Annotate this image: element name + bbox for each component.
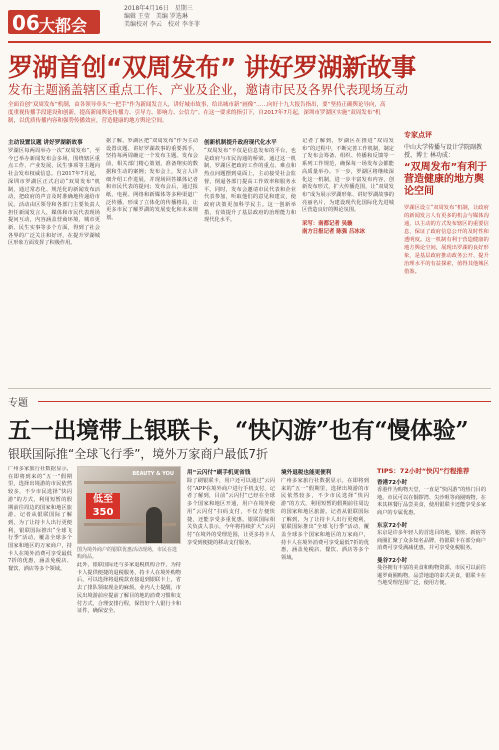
- column-heading: 境外退税也能更便利: [281, 470, 332, 476]
- tip-text: 香港作为购物天堂，一直是“快闪游”的热门目的地。市民可以在铜锣湾、尖沙咀等商圈购物，在米其林餐厅品尝美食，使用银联卡还能享受多家商户的专属优惠。: [377, 487, 487, 517]
- commentary-title: “双周发布”有利于营造健康的地方舆论空间: [404, 162, 488, 197]
- photo-price-sign: 低至 350: [86, 493, 120, 519]
- tips-title: TIPS：72小时“快闪”行程推荐: [377, 467, 470, 475]
- lead-column-3: [204, 138, 296, 382]
- travel-tips: [377, 466, 491, 744]
- story2-column-1b: [77, 562, 181, 744]
- lead-abstract: 全面首创“双周发布”机制，由各领导牵头“一把手”作为新闻发言人，讲好城市故事，给出城市新“画像”……向好十九大报告指出，要“坚持正确舆论导向，高度重视传播手段建设和创新，提高新闻舆论传播力、引导力、影响力、公信力”。在这一要求的指引下，自2017年7月起，深圳市罗湖区实施“双周发布”机制，以优质传播内容和强势传播效应，营造健康的地方舆论空间。: [8, 102, 386, 124]
- commentary-author: 中山大学传播与设计学院副教授、博士 林功成：: [404, 144, 483, 159]
- page-number: 06: [12, 11, 40, 35]
- tip-city: 曼谷72小时: [377, 557, 408, 564]
- story2-column-3: [281, 466, 369, 744]
- column-text: 据了解，罗湖区把“双周发布”作为主动设置议题、讲好罗湖故事的重要抓手，坚持每两周确定一个发布主题。发布会前，相关部门精心策划，准备翔实的数据和生动的案例；发布会上，发言人详细介绍工作进展，并现场回答媒体记者和市民代表的提问；发布会后，通过报纸、电视、网络和新媒体等多种渠道广泛传播，形成了立体化的传播格局，让更多市民了解罗湖的发展变化和未来规划。: [106, 138, 198, 222]
- store-photo: [77, 466, 181, 544]
- masthead: [0, 0, 499, 44]
- photo-store-sign: BEAUTY & YOU: [132, 471, 174, 477]
- column-heading: 创新机制提升政府现代化水平: [204, 140, 277, 146]
- tip-city: 东京72小时: [377, 522, 408, 529]
- photo-caption: 图为境外商户的银联优惠活动现场，市民在选购商品。: [77, 547, 178, 560]
- lead-column-2: [106, 138, 198, 382]
- column-text: 除了刷银联卡，用户还可以通过“云闪付”APP在境外商户进行手机支付。记者了解到，目前“云闪付”已经在全球多个国家和地区开通，用户在境外使用“云闪付”扫码支付，不仅方便快捷，还能享受多重优惠。银联国际相关负责人表示，今年将持续扩大“云闪付”在境外的受理范围，让更多持卡人享受到便捷的移动支付服务。: [187, 478, 275, 546]
- edition-proofreaders: 美编校对 李云 校对 李冬菲: [124, 21, 200, 28]
- column-heading: 用“云闪付”刷手机更省钱: [187, 470, 251, 476]
- lead-column-1: [8, 138, 100, 382]
- commentary-tag: 专家点评: [404, 131, 432, 139]
- column-text: 此外，银联国际还与多家退税机构合作，为持卡人提供便捷的退税服务，持卡人在境外购物后，可以选择将退税款直接退到银联卡上，省去了排队领取现金的麻烦。业内人士提醒，市民出境游前应提前了解目的地的消费习惯和支付方式，合理安排行程，保管好个人银行卡和证件，确保安全。: [77, 562, 181, 615]
- column-text: 罗湖区每两周举办一次“双周发布”，至今已举办新闻发布会多场，围绕辖区重点工作、产业发展、民生事项等主题向社会发布权威信息。自2017年7月起，深圳市罗湖区正式启动“双周发布”机制，通过常态化、规范化的新闻发布活动，把政府的声音及时准确地传递给市民。活动由区领导和各部门主要负责人担任新闻发言人，媒体和市民代表现场提问互动，内容涵盖营商环境、城市更新、民生实事等多个方面，得到了社会各界的广泛关注和好评，在提升罗湖城区形象方面发挥了积极作用。: [8, 148, 100, 247]
- edition-editors: 编辑 王莹 美编 罗选琳: [124, 13, 188, 20]
- story2-subheadline: 银联国际推“全球飞行季”，境外万家商户最低7折: [8, 447, 269, 461]
- section-name: 大都会: [39, 16, 88, 35]
- section-divider: [8, 388, 491, 389]
- topic-rule: [38, 401, 491, 402]
- lead-subheadline: 发布主题涵盖辖区重点工作、产业及企业，邀请市民及各界代表现场互动: [8, 82, 409, 97]
- section-logo: [8, 10, 100, 34]
- tip-city: 香港72小时: [377, 480, 408, 486]
- column-text: 记者了解到，罗湖区在推进“双周发布”的过程中，不断完善工作机制，制定了发布会筹备、组织、传播和反馈等一系列工作规范，确保每一场发布会都能高质量举办。下一步，罗湖区将继续深化这一机制，进一步丰富发布内容，创新发布形式，扩大传播范围，让“双周发布”成为展示罗湖形象、讲好罗湖故事的亮丽名片，为建设现代化国际化先进城区营造良好的舆论氛围。: [302, 138, 394, 214]
- expert-commentary: [404, 130, 492, 276]
- edition-date: 2018年4月16日 星期三: [124, 5, 193, 12]
- header-rule: [8, 41, 491, 43]
- column-text: “双周发布”不仅是信息发布的平台，也是政府与市民沟通的桥梁。通过这一机制，罗湖区把政府工作的重点、难点和热点问题摆到桌面上，主动接受社会监督，倒逼各部门提高工作效率和服务水平。同时，发布会邀请市民代表和企业代表参加，听取他们的意见和建议，使政府决策更加科学民主。这一创新举措，有效提升了基层政府的治理能力和现代化水平。: [204, 148, 296, 224]
- story2-column-1: [8, 466, 72, 744]
- edition-info: [124, 5, 200, 29]
- story2-headline: 五一出境带上银联卡，“快闪游”也有“慢体验”: [8, 417, 469, 444]
- topic-label: 专题: [8, 398, 28, 409]
- photo-shopper: [146, 507, 162, 543]
- column-heading: 主动设置议题 讲好罗湖新故事: [8, 140, 83, 146]
- reporter-byline: 采写：南都记者 吴璇 南方日报记者 陈强 吕冰冰: [302, 221, 366, 236]
- lead-column-4: [302, 138, 394, 382]
- story2-column-2: [187, 466, 275, 744]
- lead-headline: 罗湖首创“双周发布” 讲好罗湖新故事: [8, 53, 416, 82]
- tip-text: 曼谷拥有丰富的美食和购物资源，市民可以前往暹罗商圈购物，品尝地道的泰式美食，银联卡在当地受理范围广泛，使用方便。: [377, 564, 486, 587]
- column-text: 广州多家旅行社数据显示，在即将到来的“五一”假期里，选择出境游的市民依然较多，不少市民选择“快闪游”的方式，利用短暂的假期前往周边的国家和地区旅游。记者从银联国际了解到，为了让持卡人出行更便利，银联国际推出“全球飞行季”活动，覆盖全球多个国家和地区的万家商户，持卡人在境外消费可享受最低7折的优惠，涵盖免税店、餐饮、酒店等多个领域。: [8, 466, 72, 573]
- column-text: 广州多家旅行社数据显示，在即将到来的“五一”假期里，选择出境游的市民依然较多，不少市民选择“快闪游”的方式，利用短暂的假期前往周边的国家和地区旅游。记者从银联国际了解到，为了让持卡人出行更便利，银联国际推出“全球飞行季”活动，覆盖全球多个国家和地区的万家商户，持卡人在境外消费可享受最低7折的优惠，涵盖免税店、餐饮、酒店等多个领域。: [281, 478, 369, 562]
- tip-text: 东京是许多年轻人的首选目的地，银座、新宿等商圈汇聚了众多知名品牌，持银联卡在部分商户消费可享受满减优惠，并可享受免税服务。: [377, 529, 486, 552]
- photo-shelf: [84, 481, 176, 484]
- commentary-body: 罗湖区设立“双周发布”机制，让政府的新闻发言人有更多的机会与媒体沟通，以主动的方式发布辖区的重要信息，保证了政府信息公开的及时性和透明度。这一机制有利于营造健康的地方舆论空间，展现出罗湖的良好形象，是基层政府推动政务公开、提升治理水平的有益探索，值得其他城区借鉴。: [404, 205, 489, 275]
- photo-shelf: [84, 523, 176, 526]
